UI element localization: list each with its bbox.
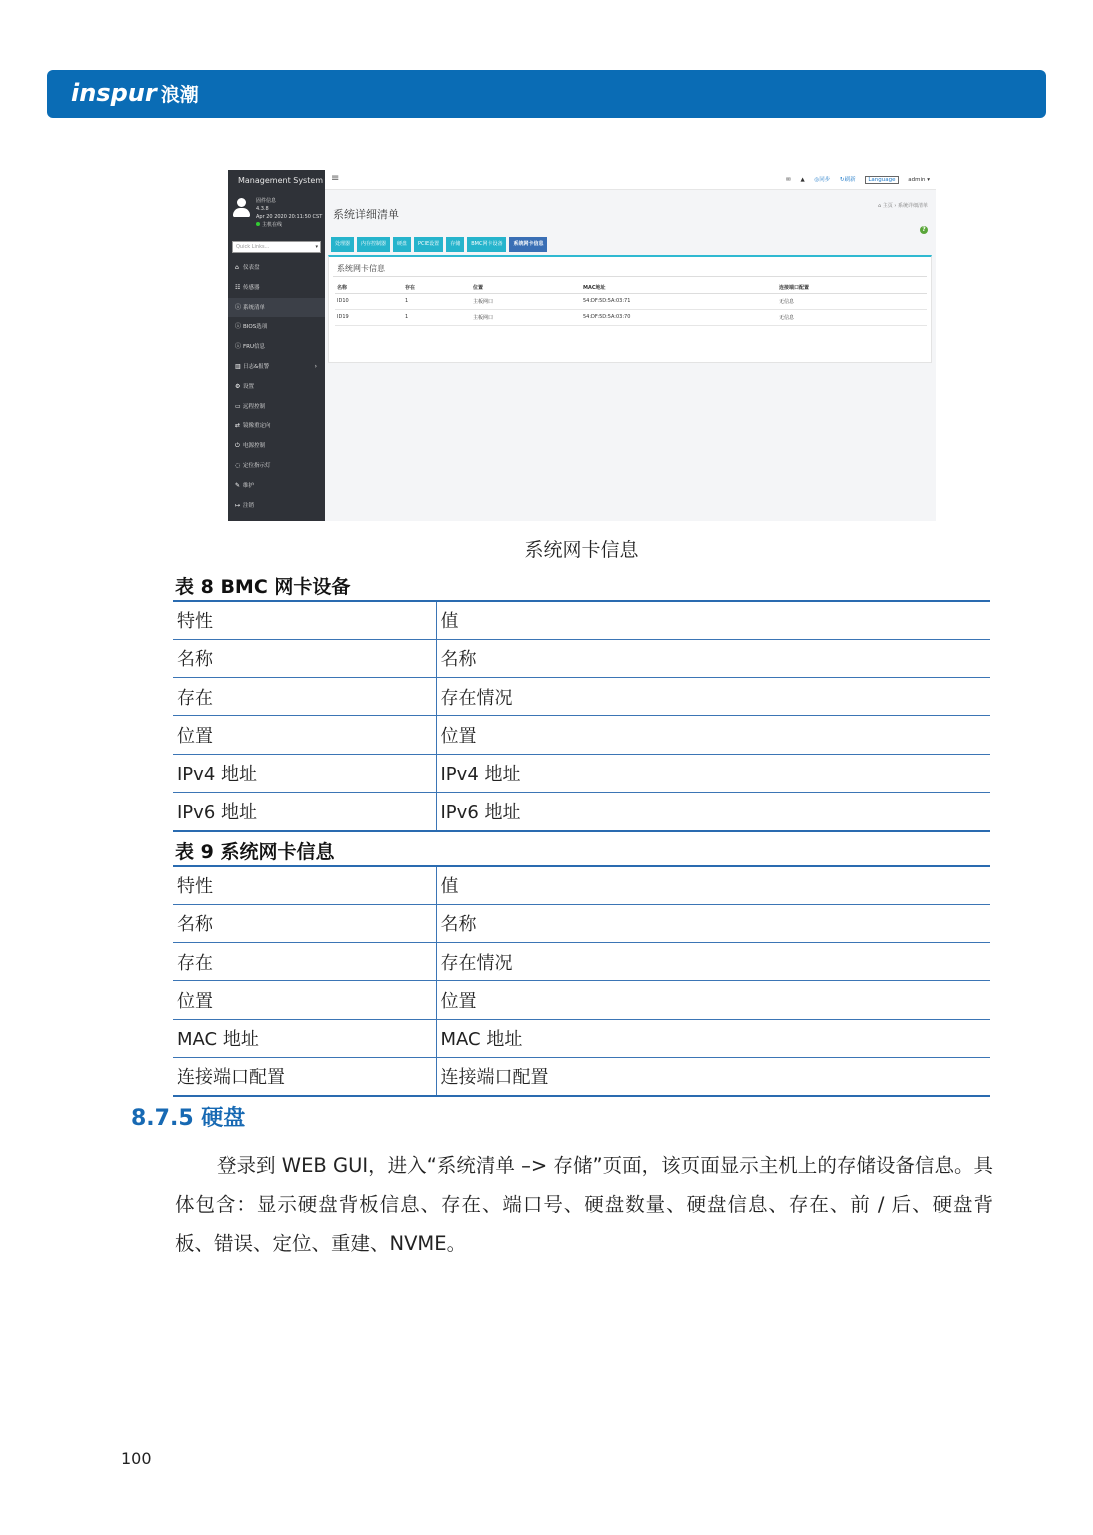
gear-icon: ⚙ (235, 382, 241, 390)
redirect-icon: ⇄ (235, 422, 241, 430)
sidebar-item-label: 远程控制 (243, 403, 266, 410)
value-cell: 存在情况 (436, 678, 990, 716)
sidebar-item[interactable] (228, 496, 325, 516)
sidebar-item-label: 注销 (243, 502, 255, 509)
sidebar-menu (228, 258, 325, 515)
property-cell: 名称 (173, 904, 436, 942)
value-cell: 位置 (436, 716, 990, 754)
table-cell: 54:DF:5D:5A:03:70 (581, 309, 777, 325)
tab[interactable]: BMC网卡设备 (467, 237, 506, 252)
host-status (256, 221, 322, 229)
sidebar-item-label: 传感器 (243, 284, 260, 291)
value-cell: 值 (436, 866, 990, 904)
property-cell: 名称 (173, 639, 436, 677)
property-cell: IPv6 地址 (173, 792, 436, 830)
user-info (256, 197, 322, 229)
table-row (173, 678, 990, 716)
table-cell: 主板网口 (471, 309, 581, 325)
hamburger-icon[interactable]: ≡ (331, 173, 340, 184)
table-row (335, 309, 927, 325)
value-cell: MAC 地址 (436, 1019, 990, 1057)
table-cell: 54:DF:5D:5A:03:71 (581, 293, 777, 309)
tab[interactable]: 内存控制器 (357, 237, 390, 252)
avatar (233, 198, 250, 218)
tab[interactable]: 系统网卡信息 (509, 237, 547, 252)
chart-icon: ▥ (235, 362, 241, 370)
header-banner (47, 70, 1046, 118)
table-row (173, 792, 990, 830)
table-row (173, 639, 990, 677)
figure-caption: 系统网卡信息 (524, 539, 639, 561)
sidebar-item[interactable] (228, 357, 325, 377)
section-heading: 8.7.5 硬盘 (131, 1106, 246, 1131)
user-line3: Apr 20 2020 20:11:50 CST (256, 214, 323, 220)
sidebar-item[interactable] (228, 298, 325, 318)
info-icon: ⓘ (235, 303, 242, 311)
page-title: 系统详细清单 (333, 208, 399, 221)
value-cell: 值 (436, 601, 990, 639)
table-cell: 1 (403, 309, 471, 325)
sidebar-item[interactable] (228, 476, 325, 496)
tab[interactable]: 硬盘 (393, 237, 411, 252)
value-cell: 存在情况 (436, 943, 990, 981)
home-icon: ⌂ (235, 264, 239, 271)
table-cell: 无信息 (777, 309, 927, 325)
warning-icon[interactable]: ▲ (800, 177, 805, 183)
inspur-logo (71, 79, 199, 107)
property-cell: IPv4 地址 (173, 754, 436, 792)
breadcrumb[interactable]: ⌂ 主页 › 系统详细清单 (878, 203, 928, 209)
chevron-right-icon: › (314, 362, 317, 370)
table8-caption: 表 8 BMC 网卡设备 (175, 576, 351, 598)
table-cell: ID19 (335, 309, 403, 325)
mail-icon[interactable]: ✉ (786, 177, 791, 183)
user-line1: 固件信息 (256, 198, 277, 204)
column-header[interactable]: 存在 (403, 283, 471, 293)
table-row (173, 1057, 990, 1095)
sidebar-item[interactable] (228, 337, 325, 357)
table-row (173, 1019, 990, 1057)
sidebar-item[interactable] (228, 416, 325, 436)
table-cell: 无信息 (777, 293, 927, 309)
table9 (173, 865, 990, 1097)
sidebar-item[interactable] (228, 456, 325, 476)
user-line2: 4.3.8 (256, 206, 269, 212)
value-cell: 连接端口配置 (436, 1057, 990, 1095)
inventory-tabs (331, 237, 550, 252)
sidebar-item-label: 设置 (243, 383, 255, 390)
column-header[interactable]: 名称 (335, 283, 403, 293)
page-number: 100 (121, 1449, 152, 1468)
sidebar-item[interactable] (228, 258, 325, 278)
sidebar (228, 170, 325, 521)
sidebar-item[interactable] (228, 436, 325, 456)
table8 (173, 600, 990, 832)
help-icon[interactable]: ? (920, 226, 928, 234)
table-cell: 主板网口 (471, 293, 581, 309)
brand-title: Management System (238, 176, 324, 185)
table-row (173, 601, 990, 639)
info-icon: ⓘ (235, 343, 242, 351)
property-cell: 位置 (173, 716, 436, 754)
property-cell: 特性 (173, 601, 436, 639)
refresh-button[interactable]: ↻刷新 (839, 177, 856, 183)
sidebar-item[interactable] (228, 317, 325, 337)
table-cell: ID10 (335, 293, 403, 309)
value-cell: 位置 (436, 981, 990, 1019)
sidebar-item-label: 维护 (243, 482, 255, 489)
top-bar (325, 170, 936, 190)
property-cell: 连接端口配置 (173, 1057, 436, 1095)
sidebar-item[interactable] (228, 377, 325, 397)
sync-button[interactable]: ◎同步 (814, 177, 831, 183)
tab[interactable]: 处理器 (331, 237, 354, 252)
host-status-label: 主机在线 (262, 222, 283, 228)
value-cell: 名称 (436, 639, 990, 677)
value-cell: IPv6 地址 (436, 792, 990, 830)
table-row (173, 981, 990, 1019)
sidebar-item-label: 镜像重定向 (243, 423, 271, 430)
language-select[interactable]: Language (865, 176, 898, 184)
chevron-down-icon: ▾ (315, 244, 318, 250)
column-header[interactable]: 连接端口配置 (777, 283, 927, 293)
body-paragraph: 登录到 WEB GUI，进入“系统清单 –> 存储”页面，该页面显示主机上的存储设备信息。具体包含：显示硬盘背板信息、存在、端口号、硬盘数量、硬盘信息、存在、前 / 后、硬盘背板、错误、定位、重建、NVME。 (175, 1154, 993, 1255)
logout-icon: ↦ (235, 501, 241, 509)
table-cell: 1 (403, 293, 471, 309)
sidebar-item-label: FRU信息 (243, 344, 266, 351)
card-title: 系统网卡信息 (337, 264, 385, 273)
sidebar-item-label: 电源控制 (243, 443, 266, 450)
table9-caption: 表 9 系统网卡信息 (175, 841, 335, 863)
value-cell: 名称 (436, 904, 990, 942)
table-row (173, 866, 990, 904)
property-cell: 位置 (173, 981, 436, 1019)
sensor-icon: ☷ (235, 283, 241, 291)
bulb-icon: ◌ (235, 461, 241, 469)
sidebar-item-label: 系统清单 (243, 304, 266, 311)
top-bar-actions (778, 175, 930, 183)
wrench-icon: ✎ (235, 481, 241, 489)
quick-links-select[interactable] (232, 241, 321, 253)
user-menu[interactable]: admin ▾ (908, 177, 930, 183)
main-content (325, 190, 936, 521)
table-row (173, 754, 990, 792)
tab[interactable]: PCIE设置 (414, 237, 443, 252)
sidebar-item[interactable] (228, 397, 325, 417)
sidebar-item-label: 日志&报警 (243, 363, 270, 370)
logo-cn: 浪潮 (160, 84, 199, 106)
table-row (335, 293, 927, 309)
bmc-screenshot (228, 170, 936, 521)
logo-latin: inspur (71, 79, 157, 107)
nic-table (335, 283, 927, 326)
table-row (173, 943, 990, 981)
value-cell: IPv4 地址 (436, 754, 990, 792)
column-header[interactable]: MAC地址 (581, 283, 777, 293)
property-cell: 特性 (173, 866, 436, 904)
power-icon: ⏻ (235, 442, 240, 450)
info-icon: ⓘ (235, 323, 242, 331)
property-cell: 存在 (173, 678, 436, 716)
property-cell: MAC 地址 (173, 1019, 436, 1057)
table-row (173, 716, 990, 754)
sidebar-item-label: 定位指示灯 (243, 462, 271, 469)
nic-card (328, 255, 932, 363)
sidebar-item[interactable] (228, 278, 325, 298)
tab[interactable]: 存储 (446, 237, 464, 252)
property-cell: 存在 (173, 943, 436, 981)
sidebar-item-label: 仪表盘 (243, 265, 260, 271)
column-header[interactable]: 位置 (471, 283, 581, 293)
table-row (173, 904, 990, 942)
status-dot-icon (256, 222, 260, 226)
monitor-icon: ▭ (235, 402, 241, 410)
quick-links-label: Quick Links... (236, 244, 270, 250)
sidebar-item-label: BIOS选项 (243, 324, 268, 331)
